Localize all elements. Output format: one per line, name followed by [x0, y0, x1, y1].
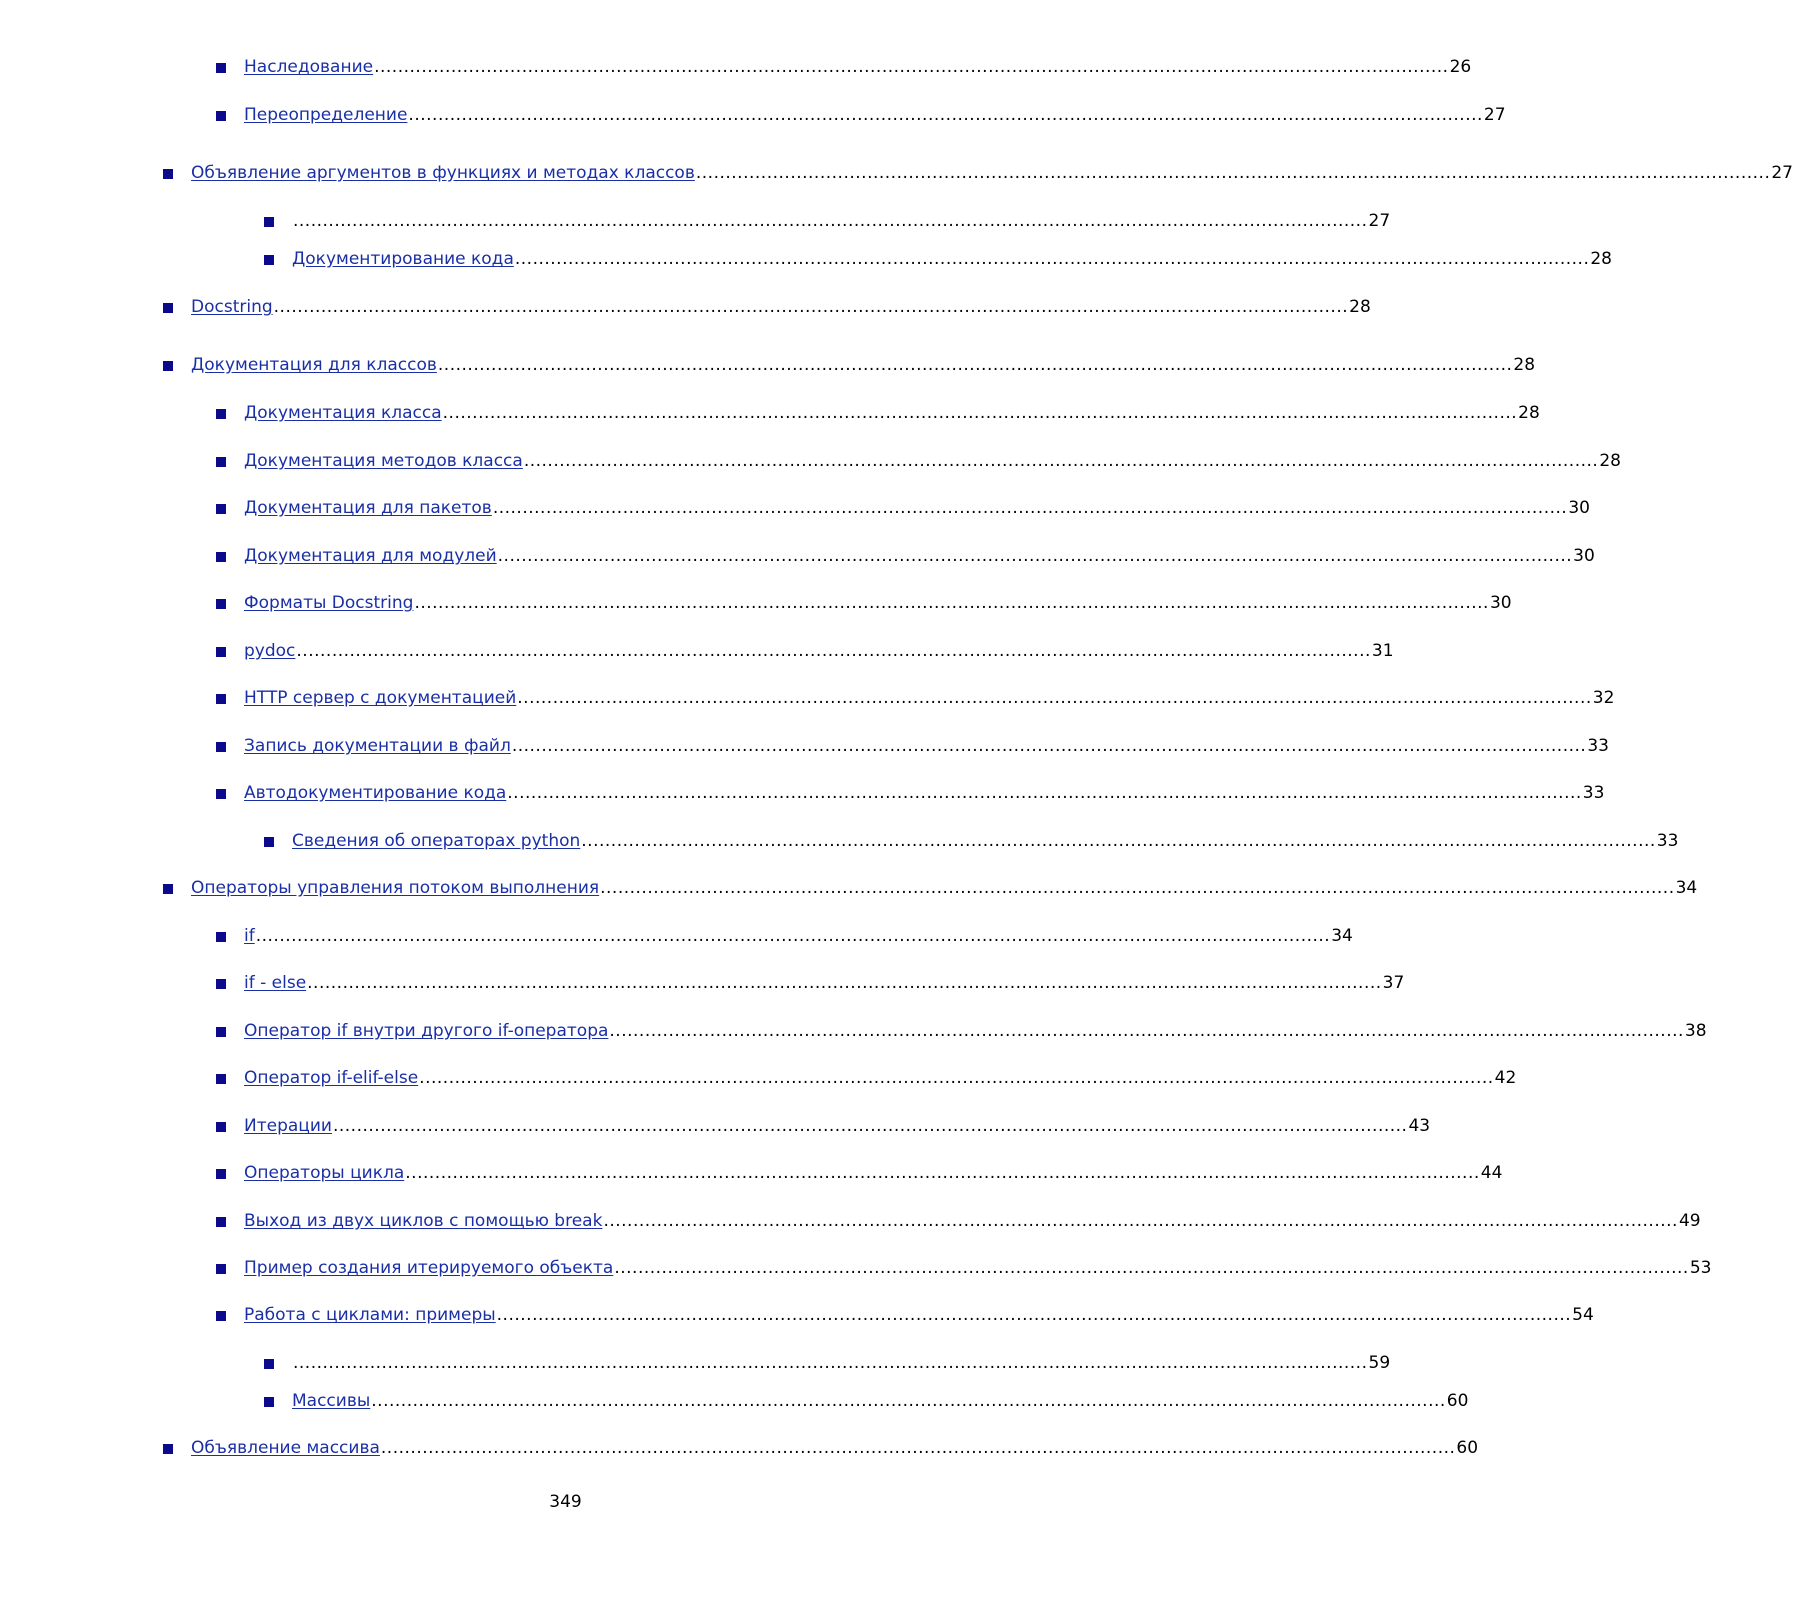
toc-entry-title[interactable]: Документирование кода: [292, 249, 514, 269]
toc-entry-page: 28: [1513, 355, 1536, 375]
dot-leader: ......................................................................................................................................................................................: [296, 641, 1371, 661]
toc-entry-link[interactable]: [161, 1437, 380, 1459]
toc-entry[interactable]: [214, 1115, 1431, 1137]
toc-entry-link[interactable]: [214, 1304, 496, 1326]
square-bullet-icon: [216, 694, 226, 704]
toc-entry-link[interactable]: [214, 592, 413, 614]
dot-leader: ......................................................................................................................................................................................: [497, 546, 1573, 566]
square-bullet-icon: [216, 1169, 226, 1179]
square-bullet-icon: [216, 111, 226, 121]
toc-entry-page: 27: [1368, 211, 1391, 231]
dot-leader: ......................................................................................................................................................................................: [414, 593, 1489, 613]
toc-entry-title[interactable]: Объявление аргументов в функциях и методах классов: [191, 163, 695, 183]
toc-entry-page: 27: [1483, 105, 1506, 125]
toc-entry[interactable]: [262, 1390, 1469, 1412]
toc-entry-link[interactable]: [214, 450, 523, 472]
toc-entry-link[interactable]: [161, 296, 273, 318]
square-bullet-icon: [163, 1444, 173, 1454]
toc-entry-title[interactable]: Выход из двух циклов с помощью break: [244, 1211, 603, 1231]
toc-entry[interactable]: [262, 210, 1391, 232]
toc-entry-page: 28: [1590, 249, 1612, 269]
dot-leader: ......................................................................................................................................................................................: [614, 1258, 1689, 1278]
toc-entry-title[interactable]: Автодокументирование кода: [244, 783, 507, 803]
toc-entry-title[interactable]: pydoc: [244, 641, 296, 661]
toc-entry-link[interactable]: [214, 735, 511, 757]
toc-entry[interactable]: [262, 1352, 1391, 1374]
toc-entry-title[interactable]: Документация для пакетов: [244, 498, 492, 518]
toc-entry-title[interactable]: Документация для модулей: [244, 546, 497, 566]
toc-entry-page: 49: [1678, 1211, 1701, 1231]
square-bullet-icon: [264, 217, 274, 227]
square-bullet-icon: [216, 1074, 226, 1084]
toc-entry-page: 28: [1599, 451, 1621, 471]
toc-entry-link[interactable]: [214, 1020, 608, 1042]
square-bullet-icon: [216, 1311, 226, 1321]
toc-entry-page: 33: [1656, 831, 1679, 851]
dot-leader: ......................................................................................................................................................................................: [514, 249, 1590, 269]
toc-entry[interactable]: [161, 296, 1371, 318]
dot-leader: ......................................................................................................................................................................................: [419, 1068, 1494, 1088]
toc-entry-page: 26: [1449, 57, 1472, 77]
toc-entry-link[interactable]: [262, 217, 292, 232]
toc-entry-link[interactable]: [161, 162, 695, 184]
toc-entry-link[interactable]: [214, 640, 295, 662]
toc-entry-page: 42: [1494, 1068, 1517, 1088]
dot-leader: ......................................................................................................................................................................................: [492, 498, 1568, 518]
toc-entry-link[interactable]: [214, 972, 306, 994]
toc-entry-title[interactable]: Оператор if-elif-else: [244, 1068, 419, 1088]
toc-entry-link[interactable]: [214, 1115, 332, 1137]
square-bullet-icon: [163, 169, 173, 179]
square-bullet-icon: [216, 457, 226, 467]
square-bullet-icon: [163, 884, 173, 894]
toc-entry-link[interactable]: [214, 545, 497, 567]
toc-entry-link[interactable]: [214, 1162, 404, 1184]
toc-entry-page: 38: [1684, 1021, 1707, 1041]
toc-entry-link[interactable]: [214, 56, 373, 78]
toc-entry[interactable]: [214, 402, 1540, 424]
square-bullet-icon: [163, 361, 173, 371]
toc-entry-title[interactable]: Работа с циклами: примеры: [244, 1305, 496, 1325]
toc-entry-page: 32: [1592, 688, 1615, 708]
toc-entry-title[interactable]: Форматы Docstring: [244, 593, 414, 613]
dot-leader: ......................................................................................................................................................................................: [523, 451, 1599, 471]
dot-leader: ......................................................................................................................................................................................: [374, 57, 1449, 77]
toc-entry-link[interactable]: [262, 248, 514, 270]
toc-entry-page: 37: [1382, 973, 1405, 993]
toc-entry-link[interactable]: [161, 354, 437, 376]
toc-entry[interactable]: [214, 497, 1590, 519]
toc-entry-link[interactable]: [262, 830, 580, 852]
toc-entry-title[interactable]: if - else: [244, 973, 307, 993]
dot-leader: ......................................................................................................................................................................................: [581, 831, 1656, 851]
toc-entry-page: 53: [1689, 1258, 1712, 1278]
dot-leader: ......................................................................................................................................................................................: [255, 926, 1331, 946]
toc-entry[interactable]: [214, 592, 1512, 614]
square-bullet-icon: [216, 979, 226, 989]
dot-leader: ......................................................................................................................................................................................: [695, 163, 1771, 183]
toc-entry-link[interactable]: [214, 687, 516, 709]
toc-entry-link[interactable]: [214, 1067, 418, 1089]
toc-entry-link[interactable]: [214, 497, 492, 519]
square-bullet-icon: [264, 255, 274, 265]
toc-entry-title[interactable]: Оператор if внутри другого if-оператора: [244, 1021, 609, 1041]
toc-entry[interactable]: [214, 782, 1605, 804]
toc-entry-page: 59: [1368, 1353, 1391, 1373]
toc-entry[interactable]: [214, 972, 1405, 994]
toc-entry-title[interactable]: Документация для классов: [191, 355, 437, 375]
dot-leader: ......................................................................................................................................................................................: [405, 1163, 1480, 1183]
toc-entry-link[interactable]: [214, 1210, 602, 1232]
toc-entry[interactable]: [214, 1210, 1701, 1232]
square-bullet-icon: [163, 303, 173, 313]
toc-entry-title[interactable]: Объявление массива: [191, 1438, 380, 1458]
dot-leader: ......................................................................................................................................................................................: [273, 297, 1349, 317]
dot-leader: ......................................................................................................................................................................................: [496, 1305, 1572, 1325]
toc-entry-link[interactable]: [262, 1359, 292, 1374]
dot-leader: ......................................................................................................................................................................................: [332, 1116, 1408, 1136]
toc-entry-link[interactable]: [214, 782, 506, 804]
toc-entry[interactable]: [214, 104, 1506, 126]
toc-entry-page: 30: [1489, 593, 1512, 613]
toc-entry-title[interactable]: Наследование: [244, 57, 374, 77]
square-bullet-icon: [216, 932, 226, 942]
toc-entry[interactable]: [214, 1067, 1517, 1089]
toc-entry[interactable]: [262, 830, 1679, 852]
toc-entry-page: 30: [1573, 546, 1595, 566]
toc-entry-link[interactable]: [214, 402, 442, 424]
toc-entry-title[interactable]: HTTP сервер с документацией: [244, 688, 517, 708]
dot-leader: ......................................................................................................................................................................................: [408, 105, 1483, 125]
toc-entry[interactable]: [161, 354, 1536, 376]
square-bullet-icon: [216, 504, 226, 514]
toc-entry[interactable]: [262, 248, 1612, 270]
square-bullet-icon: [264, 1359, 274, 1369]
toc-entry-page: 54: [1572, 1305, 1594, 1325]
toc-entry-title[interactable]: Docstring: [191, 297, 273, 317]
toc-entry-title[interactable]: Переопределение: [244, 105, 408, 125]
page-number: 349: [549, 1492, 582, 1512]
toc-entry[interactable]: [161, 877, 1698, 899]
square-bullet-icon: [216, 1217, 226, 1227]
toc-entry[interactable]: [214, 640, 1394, 662]
dot-leader: ......................................................................................................................................................................................: [507, 783, 1582, 803]
toc-entry[interactable]: [161, 162, 1793, 184]
square-bullet-icon: [264, 1397, 274, 1407]
toc-entry[interactable]: [214, 735, 1609, 757]
square-bullet-icon: [216, 1122, 226, 1132]
toc-entry[interactable]: [214, 1020, 1707, 1042]
square-bullet-icon: [216, 647, 226, 657]
square-bullet-icon: [216, 409, 226, 419]
dot-leader: ......................................................................................................................................................................................: [380, 1438, 1456, 1458]
toc-entry-title[interactable]: Запись документации в файл: [244, 736, 511, 756]
toc-entry[interactable]: [214, 56, 1472, 78]
toc-entry[interactable]: [214, 1304, 1594, 1326]
dot-leader: ......................................................................................................................................................................................: [603, 1211, 1678, 1231]
square-bullet-icon: [216, 599, 226, 609]
square-bullet-icon: [216, 63, 226, 73]
dot-leader: ......................................................................................................................................................................................: [293, 1353, 1368, 1373]
toc-entry-title[interactable]: Операторы управления потоком выполнения: [191, 878, 600, 898]
dot-leader: ......................................................................................................................................................................................: [437, 355, 1513, 375]
toc-entry[interactable]: [214, 1257, 1712, 1279]
dot-leader: ......................................................................................................................................................................................: [307, 973, 1382, 993]
toc-entry-page: 60: [1446, 1391, 1469, 1411]
square-bullet-icon: [216, 742, 226, 752]
toc-entry-page: 28: [1518, 403, 1540, 423]
toc-entry-page: 34: [1331, 926, 1353, 946]
toc-entry[interactable]: [214, 687, 1615, 709]
square-bullet-icon: [264, 837, 274, 847]
dot-leader: ......................................................................................................................................................................................: [371, 1391, 1446, 1411]
square-bullet-icon: [216, 1264, 226, 1274]
toc-entry-page: 43: [1408, 1116, 1431, 1136]
toc-entry-title[interactable]: if: [244, 926, 255, 946]
toc-entry-title[interactable]: Операторы цикла: [244, 1163, 405, 1183]
toc-entry[interactable]: [161, 1437, 1479, 1459]
toc-entry-title[interactable]: Сведения об операторах python: [292, 831, 581, 851]
square-bullet-icon: [216, 789, 226, 799]
toc-entry-page: 33: [1587, 736, 1609, 756]
toc-entry-link[interactable]: [262, 1390, 370, 1412]
toc-entry-page: 60: [1456, 1438, 1479, 1458]
dot-leader: ......................................................................................................................................................................................: [517, 688, 1592, 708]
square-bullet-icon: [216, 552, 226, 562]
toc-entry-page: 34: [1675, 878, 1698, 898]
toc-entry-title[interactable]: Документация методов класса: [244, 451, 523, 471]
toc-entry-link[interactable]: [214, 104, 407, 126]
toc-entry-title[interactable]: Пример создания итерируемого объекта: [244, 1258, 614, 1278]
toc-entry-title[interactable]: Документация класса: [244, 403, 442, 423]
dot-leader: ......................................................................................................................................................................................: [442, 403, 1518, 423]
toc-entry[interactable]: [214, 925, 1353, 947]
toc-entry-title[interactable]: Итерации: [244, 1116, 332, 1136]
toc-entry-page: 31: [1371, 641, 1394, 661]
toc-entry-page: 33: [1582, 783, 1605, 803]
toc-entry-link[interactable]: [214, 925, 255, 947]
toc-entry[interactable]: [214, 450, 1621, 472]
square-bullet-icon: [216, 1027, 226, 1037]
toc-entry[interactable]: [214, 545, 1595, 567]
toc-entry-link[interactable]: [214, 1257, 613, 1279]
dot-leader: ......................................................................................................................................................................................: [293, 211, 1368, 231]
toc-entry-page: 27: [1771, 163, 1793, 183]
toc-entry-title[interactable]: Массивы: [292, 1391, 371, 1411]
dot-leader: ......................................................................................................................................................................................: [600, 878, 1675, 898]
toc-entry-page: 28: [1349, 297, 1371, 317]
toc-entry[interactable]: [214, 1162, 1503, 1184]
dot-leader: ......................................................................................................................................................................................: [511, 736, 1587, 756]
toc-entry-page: 30: [1568, 498, 1590, 518]
toc-entry-page: 44: [1480, 1163, 1503, 1183]
toc-entry-link[interactable]: [161, 877, 599, 899]
dot-leader: ......................................................................................................................................................................................: [609, 1021, 1684, 1041]
